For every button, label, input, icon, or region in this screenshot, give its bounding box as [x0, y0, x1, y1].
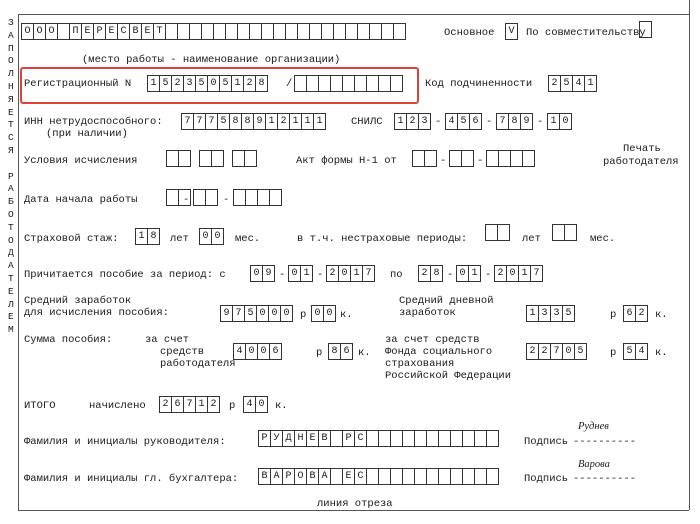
char-cell: 7 — [205, 113, 218, 130]
total-kop-cells — [243, 396, 267, 413]
head-signature: Руднев — [578, 421, 609, 432]
char-cell: 9 — [262, 265, 275, 282]
char-cell: О — [33, 23, 46, 40]
char-cell: У — [270, 430, 283, 447]
char-cell: 3 — [538, 305, 551, 322]
side-letter: Р — [8, 170, 14, 182]
inn-sublabel: (при наличии) — [46, 128, 128, 140]
char-cell: 2 — [548, 75, 561, 92]
char-cell: 1 — [547, 113, 560, 130]
char-cell: 0 — [255, 396, 268, 413]
char-cell: А — [318, 468, 331, 485]
char-cell: О — [45, 23, 58, 40]
head-sign-line: ---------- — [573, 436, 637, 448]
char-cell: Р — [342, 430, 355, 447]
char-cell: 2 — [159, 396, 172, 413]
registration-slash: / — [286, 78, 293, 90]
char-cell: А — [270, 468, 283, 485]
char-cell: 8 — [508, 113, 521, 130]
side-letter: Т — [8, 273, 14, 284]
char-cell: 1 — [526, 305, 539, 322]
char-cell: 7 — [183, 396, 196, 413]
act-dash-2: - — [477, 155, 484, 167]
noninsurance-years-cells — [485, 224, 509, 241]
side-letter: Д — [8, 247, 14, 259]
char-cell: 8 — [328, 343, 341, 360]
char-cell: 8 — [255, 75, 268, 92]
side-letter: Н — [8, 81, 14, 92]
noninsurance-years-unit: лет — [522, 233, 541, 245]
side-letter: Л — [8, 68, 14, 80]
inn-cells — [181, 113, 325, 130]
act-month-cells — [449, 150, 473, 167]
cut-line-label: линия отреза — [314, 499, 396, 510]
char-cell: П — [69, 23, 82, 40]
char-cell: 1 — [394, 113, 407, 130]
side-letter: М — [8, 324, 14, 336]
insurance-months-unit: мес. — [235, 233, 261, 245]
avg-earnings-label-2: для исчисления пособия: — [24, 307, 169, 319]
char-cell: 5 — [457, 113, 470, 130]
conditions-cells-3 — [232, 150, 256, 167]
insurance-label: Страховой стаж: — [24, 233, 119, 245]
period-from-day — [250, 265, 274, 282]
char-cell: 2 — [326, 265, 339, 282]
char-cell: 5 — [560, 75, 573, 92]
char-cell: 2 — [171, 75, 184, 92]
char-cell — [205, 189, 218, 206]
char-cell: 2 — [418, 265, 431, 282]
fund-kop-cells — [623, 343, 647, 360]
registration-number-cells — [147, 75, 267, 92]
insurance-years-cells — [135, 228, 159, 245]
char-cell: 0 — [288, 265, 301, 282]
side-letter: Л — [8, 298, 14, 310]
char-cell: В — [258, 468, 271, 485]
char-cell: 0 — [456, 265, 469, 282]
char-cell: 0 — [280, 305, 293, 322]
act-dash-1: - — [440, 155, 447, 167]
char-cell — [639, 21, 652, 38]
char-cell — [390, 75, 403, 92]
accountant-name-cells — [258, 468, 498, 485]
char-cell: О — [294, 468, 307, 485]
char-cell: 8 — [229, 113, 242, 130]
inn-label: ИНН нетрудоспособного: — [24, 116, 163, 128]
side-letter: О — [8, 234, 14, 246]
period-to-month — [456, 265, 480, 282]
char-cell: 2 — [243, 75, 256, 92]
side-letter: Я — [8, 145, 14, 156]
char-cell: 0 — [559, 113, 572, 130]
stamp-label-1: Печать — [623, 143, 661, 155]
char-cell — [564, 224, 577, 241]
snils-part-4 — [547, 113, 571, 130]
side-letter: С — [8, 132, 14, 144]
period-from-year — [326, 265, 374, 282]
total-rub-cells — [159, 396, 219, 413]
registration-label: Регистрационный N — [24, 78, 132, 90]
char-cell: 5 — [574, 343, 587, 360]
right-border — [689, 0, 690, 510]
daily-earnings-kop-unit: к. — [655, 309, 668, 321]
main-job-checkbox[interactable] — [505, 23, 517, 40]
char-cell — [486, 468, 499, 485]
char-cell — [424, 150, 437, 167]
char-cell: 5 — [623, 343, 636, 360]
char-cell: Е — [105, 23, 118, 40]
char-cell — [269, 189, 282, 206]
char-cell: Р — [282, 468, 295, 485]
period-from-dash-1: - — [279, 269, 286, 281]
char-cell: V — [505, 23, 518, 40]
period-from-dash-2: - — [317, 269, 324, 281]
side-letter: Б — [8, 196, 14, 208]
char-cell: 1 — [518, 265, 531, 282]
char-cell: Е — [306, 430, 319, 447]
side-letter: П — [8, 42, 14, 54]
char-cell: С — [354, 430, 367, 447]
employer-rub-unit: р — [316, 347, 323, 359]
fund-rub-unit: р — [610, 347, 617, 359]
head-label: Фамилия и инициалы руководителя: — [24, 436, 226, 448]
conditions-label: Условия исчисления — [24, 155, 138, 167]
employer-rub-cells — [233, 343, 281, 360]
period-from-month — [288, 265, 312, 282]
side-letter: Я — [8, 93, 14, 105]
avg-earnings-kop-unit: к. — [340, 309, 353, 321]
employer-label-1: за счет — [145, 334, 190, 346]
subordination-code-cells — [548, 75, 596, 92]
char-cell — [486, 430, 499, 447]
start-year-cells — [233, 189, 281, 206]
char-cell: 2 — [207, 396, 220, 413]
part-time-checkbox[interactable] — [639, 21, 651, 38]
avg-earnings-rub-cells — [220, 305, 292, 322]
char-cell: 5 — [195, 75, 208, 92]
total-label: ИТОГО — [24, 400, 56, 412]
snils-part-3 — [496, 113, 532, 130]
accountant-sign-label: Подпись — [524, 473, 569, 485]
char-cell: 8 — [241, 113, 254, 130]
daily-earnings-rub-cells — [526, 305, 574, 322]
char-cell: 5 — [244, 305, 257, 322]
char-cell: 1 — [265, 113, 278, 130]
act-year-cells — [486, 150, 534, 167]
char-cell: 0 — [338, 265, 351, 282]
char-cell: Р — [258, 430, 271, 447]
char-cell: Н — [294, 430, 307, 447]
stamp-label-2: работодателя — [603, 156, 679, 168]
insurance-months-cells — [199, 228, 223, 245]
conditions-cells-1 — [166, 150, 190, 167]
char-cell: 0 — [268, 305, 281, 322]
start-date-label: Дата начала работы — [24, 194, 138, 206]
side-letter: О — [8, 209, 14, 220]
employer-label-3: работодателя — [160, 358, 236, 370]
char-cell: 2 — [494, 265, 507, 282]
char-cell: 1 — [300, 265, 313, 282]
char-cell: 1 — [135, 228, 148, 245]
char-cell: 0 — [211, 228, 224, 245]
char-cell: С — [354, 468, 367, 485]
char-cell: 1 — [289, 113, 302, 130]
daily-earnings-label-1: Средний дневной — [399, 295, 494, 307]
char-cell: 6 — [340, 343, 353, 360]
char-cell: 6 — [469, 113, 482, 130]
char-cell: 5 — [159, 75, 172, 92]
daily-earnings-rub-unit: р — [610, 309, 617, 321]
char-cell: 0 — [199, 228, 212, 245]
period-label: Причитается пособие за период: с — [24, 269, 226, 281]
total-kop-unit: к. — [275, 400, 288, 412]
main-job-label: Основное — [444, 27, 495, 39]
char-cell: 7 — [362, 265, 375, 282]
char-cell: 5 — [562, 305, 575, 322]
start-month-cells — [193, 189, 217, 206]
char-cell: 9 — [253, 113, 266, 130]
noninsurance-label: в т.ч. нестраховые периоды: — [297, 233, 468, 245]
char-cell: 0 — [311, 305, 324, 322]
char-cell: 7 — [232, 305, 245, 322]
char-cell: 1 — [195, 396, 208, 413]
char-cell: 0 — [323, 305, 336, 322]
char-cell: 1 — [468, 265, 481, 282]
avg-earnings-kop-cells — [311, 305, 335, 322]
char-cell: 6 — [269, 343, 282, 360]
snils-part-1 — [394, 113, 430, 130]
org-name-cells — [21, 23, 405, 40]
char-cell: 3 — [550, 305, 563, 322]
char-cell — [497, 224, 510, 241]
char-cell: 1 — [313, 113, 326, 130]
top-border — [18, 14, 689, 15]
char-cell: 3 — [183, 75, 196, 92]
char-cell: 0 — [257, 343, 270, 360]
accountant-label: Фамилия и инициалы гл. бухгалтера: — [24, 473, 239, 485]
char-cell: 4 — [572, 75, 585, 92]
noninsurance-months-unit: мес. — [590, 233, 616, 245]
char-cell: 2 — [406, 113, 419, 130]
head-sign-label: Подпись — [524, 436, 569, 448]
char-cell: 9 — [520, 113, 533, 130]
char-cell: 6 — [623, 305, 636, 322]
char-cell — [393, 23, 406, 40]
char-cell: Д — [282, 430, 295, 447]
char-cell: 9 — [220, 305, 233, 322]
char-cell: 0 — [250, 265, 263, 282]
org-caption: (место работы - наименование организации) — [82, 54, 341, 66]
period-to-year — [494, 265, 542, 282]
char-cell: 4 — [233, 343, 246, 360]
char-cell: 2 — [538, 343, 551, 360]
side-letter: А — [8, 29, 14, 41]
benefit-label: Сумма пособия: — [24, 334, 113, 346]
insurance-years-unit: лет — [170, 233, 189, 245]
char-cell — [211, 150, 224, 167]
char-cell: 2 — [635, 305, 648, 322]
char-cell: В — [318, 430, 331, 447]
char-cell: 5 — [217, 113, 230, 130]
side-letter: З — [8, 17, 14, 28]
char-cell: 3 — [418, 113, 431, 130]
char-cell: 1 — [301, 113, 314, 130]
snils-dash-1: - — [435, 116, 442, 128]
char-cell: 1 — [147, 75, 160, 92]
snils-dash-2: - — [486, 116, 493, 128]
char-cell: В — [129, 23, 142, 40]
start-dash-1: - — [183, 194, 190, 206]
act-label: Акт формы Н-1 от — [296, 155, 397, 167]
part-time-label: По совместительству — [526, 27, 646, 39]
char-cell: В — [306, 468, 319, 485]
char-cell: 7 — [181, 113, 194, 130]
period-to-day — [418, 265, 442, 282]
snils-label: СНИЛС — [351, 116, 383, 128]
side-letter: Т — [8, 119, 14, 131]
char-cell — [461, 150, 474, 167]
char-cell: 0 — [207, 75, 220, 92]
snils-part-2 — [445, 113, 481, 130]
char-cell — [244, 150, 257, 167]
char-cell: 1 — [231, 75, 244, 92]
char-cell: Е — [81, 23, 94, 40]
side-letter: Е — [8, 285, 14, 297]
char-cell: 0 — [562, 343, 575, 360]
char-cell: 4 — [445, 113, 458, 130]
employer-kop-cells — [328, 343, 352, 360]
char-cell: 4 — [243, 396, 256, 413]
head-name-cells — [258, 430, 498, 447]
accountant-sign-line: ---------- — [573, 473, 637, 485]
char-cell: 2 — [526, 343, 539, 360]
char-cell: 1 — [350, 265, 363, 282]
noninsurance-months-cells — [552, 224, 576, 241]
total-rub-unit: р — [229, 400, 236, 412]
fund-label-1: за счет средств — [385, 334, 480, 346]
period-to-dash-1: - — [447, 269, 454, 281]
char-cell: 8 — [430, 265, 443, 282]
avg-earnings-label-1: Средний заработок — [24, 295, 132, 307]
employer-kop-unit: к. — [358, 347, 371, 359]
snils-dash-3: - — [537, 116, 544, 128]
fund-rub-cells — [526, 343, 586, 360]
daily-earnings-label-2: заработок — [399, 307, 456, 319]
employer-label-2: средств — [160, 346, 205, 358]
fund-label-4: Российской Федерации — [385, 370, 512, 382]
char-cell: С — [117, 23, 130, 40]
left-border — [18, 14, 19, 510]
start-dash-2: - — [223, 194, 230, 206]
act-day-cells — [412, 150, 436, 167]
char-cell: 0 — [506, 265, 519, 282]
side-letter: Т — [8, 221, 14, 233]
bottom-border — [18, 510, 689, 511]
char-cell: 5 — [219, 75, 232, 92]
char-cell — [178, 150, 191, 167]
side-letter: Е — [8, 106, 14, 118]
char-cell: 4 — [635, 343, 648, 360]
char-cell: Т — [153, 23, 166, 40]
period-to-label: по — [390, 269, 403, 281]
char-cell: 6 — [171, 396, 184, 413]
side-letter: Е — [8, 311, 14, 323]
char-cell: Р — [93, 23, 106, 40]
fund-label-3: страхования — [385, 358, 455, 370]
accountant-signature: Варова — [578, 459, 610, 470]
char-cell: 0 — [245, 343, 258, 360]
fund-label-2: Фонда социального — [385, 346, 493, 358]
daily-earnings-kop-cells — [623, 305, 647, 322]
char-cell — [522, 150, 535, 167]
char-cell: 7 — [550, 343, 563, 360]
subordination-label: Код подчиненности — [425, 78, 533, 90]
char-cell: Е — [342, 468, 355, 485]
period-to-dash-2: - — [485, 269, 492, 281]
fund-kop-unit: к. — [655, 347, 668, 359]
char-cell: 7 — [193, 113, 206, 130]
side-letter: А — [8, 183, 14, 195]
char-cell: 7 — [530, 265, 543, 282]
char-cell: 1 — [584, 75, 597, 92]
char-cell: Е — [141, 23, 154, 40]
char-cell: 2 — [277, 113, 290, 130]
conditions-cells-2 — [199, 150, 223, 167]
char-cell: 0 — [256, 305, 269, 322]
registration-extra-cells — [294, 75, 402, 92]
side-letter: О — [8, 55, 14, 67]
char-cell: 7 — [496, 113, 509, 130]
total-accrued-label: начислено — [89, 400, 146, 412]
side-letter: А — [8, 260, 14, 272]
char-cell: 8 — [147, 228, 160, 245]
avg-earnings-rub-unit: р — [300, 309, 307, 321]
char-cell: О — [21, 23, 34, 40]
